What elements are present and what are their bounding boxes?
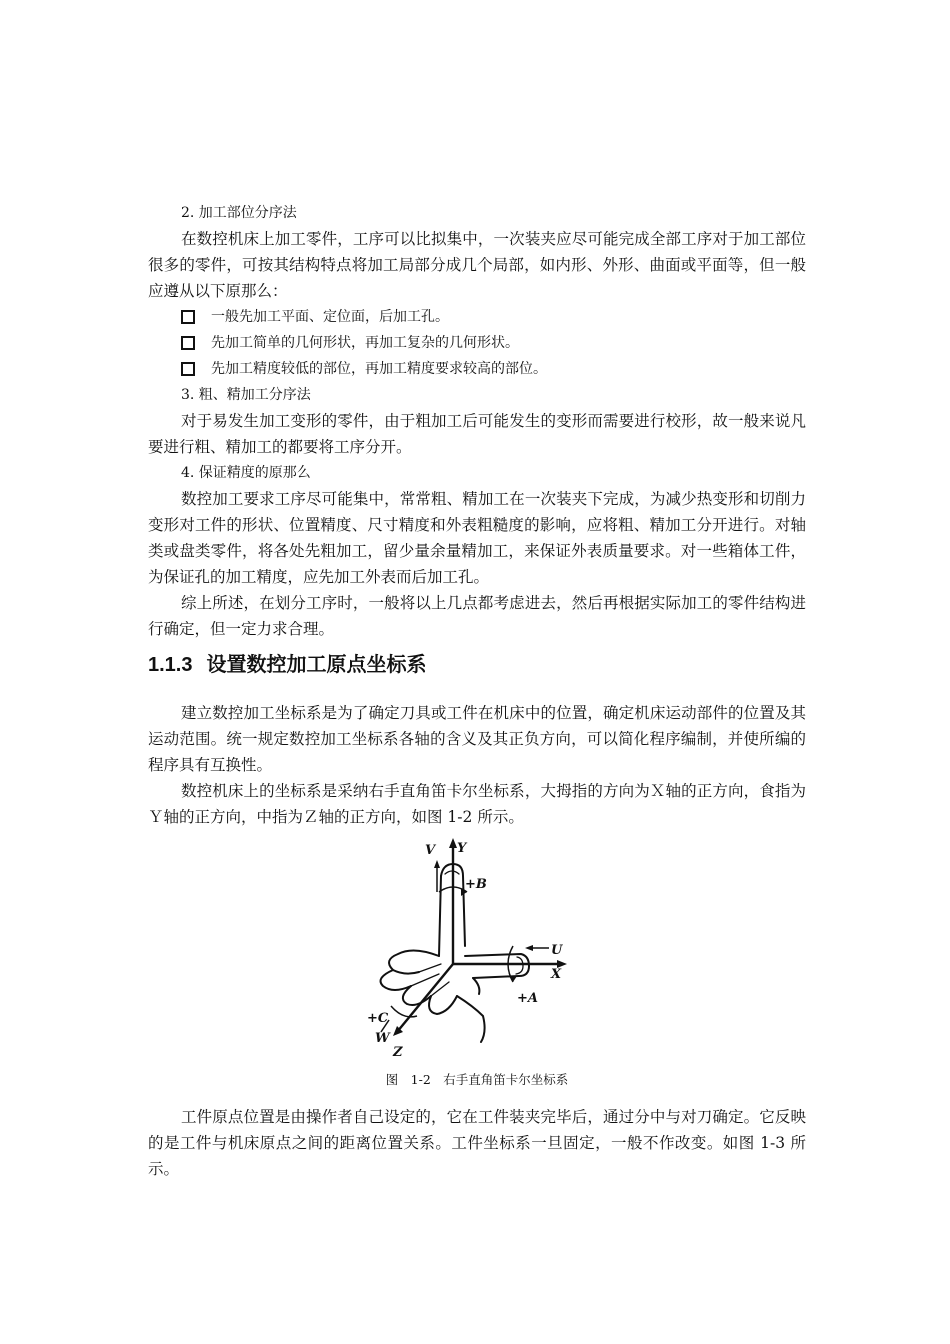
paragraph: 建立数控加工坐标系是为了确定刀具或工件在机床中的位置，确定机床运动部件的位置及其运动范围。统一规定数控加工坐标系各轴的含义及其正负方向，可以简化程序编制，并使所编的程序具有互换性。: [148, 704, 806, 774]
page-content: [148, 200, 806, 1182]
bullet-text: 先加工简单的几何形状，再加工复杂的几何形状。: [211, 335, 519, 351]
paragraph: 工件原点位置是由操作者自己设定的，它在工件装夹完毕后，通过分中与对刀确定。它反映的是工件与机床原点之间的距离位置关系。工件坐标系一旦固定，一般不作改变。如图 1-3 所示。: [148, 1108, 806, 1178]
figure-right-hand-coordinate: [148, 836, 806, 1066]
bullet-text: 一般先加工平面、定位面，后加工孔。: [211, 309, 449, 325]
paragraph: 数控机床上的坐标系是采纳右手直角笛卡尔坐标系，大拇指的方向为Ｘ轴的正方向，食指为Ｙ轴的正方向，中指为Ｚ轴的正方向，如图 1-2 所示。: [148, 782, 806, 826]
subsection-title-2: 2. 加工部位分序法: [181, 205, 297, 221]
section-number: 1.1.3: [148, 654, 193, 676]
checkbox-bullet-icon: [181, 336, 195, 350]
label-plus-b: +B: [465, 877, 487, 892]
section-heading: [148, 648, 806, 682]
right-hand-illustration: [353, 836, 593, 1064]
paragraph: 综上所述，在划分工序时，一般将以上几点都考虑进去，然后再根据实际加工的零件结构进行确定，但一定力求合理。: [148, 594, 806, 638]
bullet-text: 先加工精度较低的部位，再加工精度要求较高的部位。: [211, 361, 547, 377]
subsection-title-4: 4. 保证精度的原那么: [181, 465, 311, 481]
label-w: W: [375, 1031, 390, 1046]
checkbox-bullet-icon: [181, 310, 195, 324]
figure-caption: 图 1-2 右手直角笛卡尔坐标系: [385, 1072, 569, 1087]
label-plus-c: +C: [367, 1011, 389, 1026]
bullet-item: [148, 304, 806, 330]
checkbox-bullet-icon: [181, 362, 195, 376]
label-u: U: [551, 943, 563, 958]
label-v: V: [425, 843, 436, 858]
section-title: 设置数控加工原点坐标系: [206, 654, 427, 676]
paragraph: 在数控机床上加工零件，工序可以比拟集中，一次装夹应尽可能完成全部工序对于加工部位很多的零件，可按其结构特点将加工局部分成几个局部，如内形、外形、曲面或平面等，但一般应遵从以下原那么：: [148, 230, 806, 300]
subsection-title-3: 3. 粗、精加工分序法: [181, 387, 311, 403]
label-x: X: [551, 967, 562, 982]
label-z: Z: [393, 1045, 403, 1060]
label-y: Y: [457, 841, 467, 856]
paragraph: 数控加工要求工序尽可能集中，常常粗、精加工在一次装夹下完成，为减少热变形和切削力变形对工件的形状、位置精度、尺寸精度和外表粗糙度的影响，应将粗、精加工分开进行。对轴类或盘类零件，将各处先粗加工，留少量余量精加工，来保证外表质量要求。对一些箱体工件，为保证孔的加工精度，应先加工外表而后加工孔。: [148, 490, 806, 586]
bullet-item: [148, 330, 806, 356]
paragraph: 对于易发生加工变形的零件，由于粗加工后可能发生的变形而需要进行校形，故一般来说凡要进行粗、精加工的都要将工序分开。: [148, 412, 806, 456]
bullet-item: [148, 356, 806, 382]
label-plus-a: +A: [517, 991, 538, 1006]
